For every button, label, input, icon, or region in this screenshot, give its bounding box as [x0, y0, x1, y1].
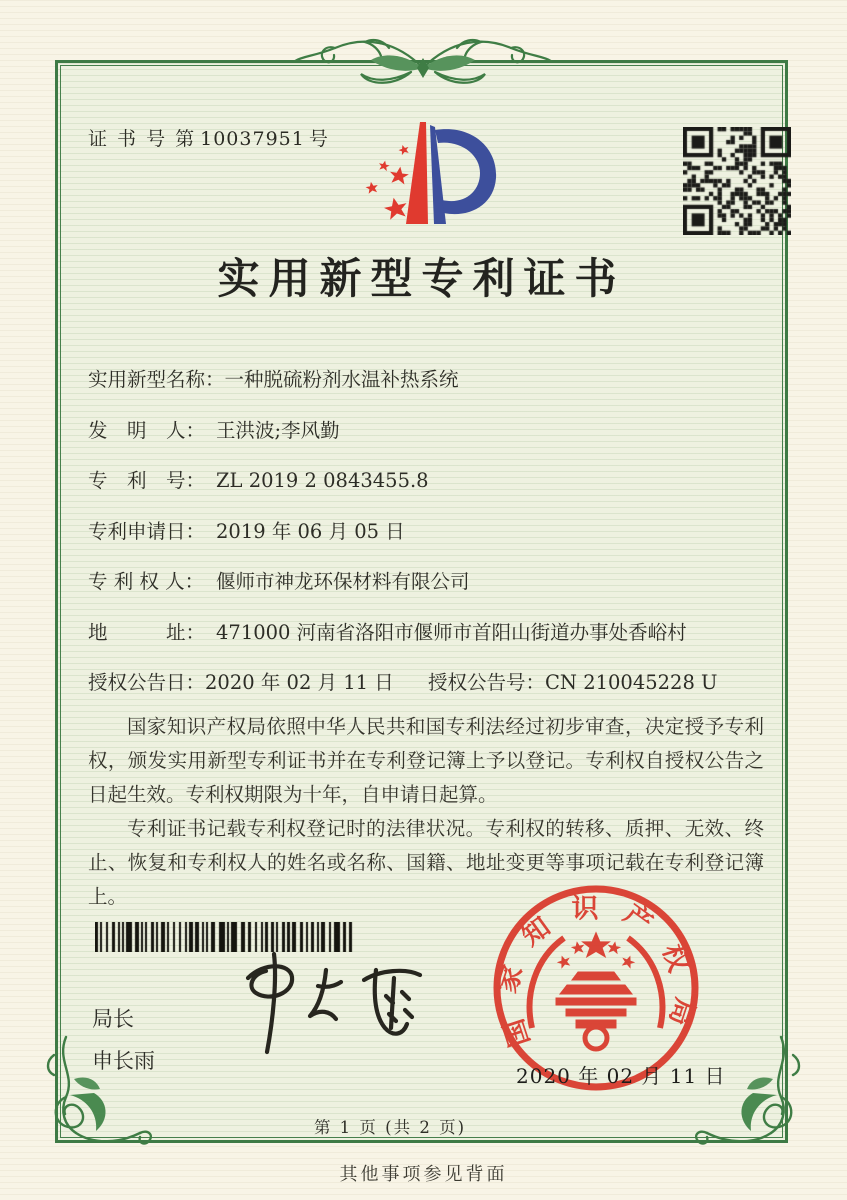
field-row-filing-date — [88, 518, 778, 546]
cnipa-logo-icon — [350, 112, 514, 240]
seal-date: 2020 年 02 月 11 日 — [516, 1064, 726, 1088]
certificate-number-prefix: 证 书 号 第 — [88, 128, 197, 150]
certificate-number — [88, 124, 330, 151]
field-label: 专利申请日： — [88, 519, 206, 543]
field-label: 实用新型名称： — [88, 368, 225, 391]
director-name: 申长雨 — [92, 1049, 155, 1073]
field-value: 471000 河南省洛阳市偃师市首阳山街道办事处香峪村 — [216, 620, 687, 644]
field-row-utility-name — [88, 366, 778, 394]
director-title: 局长 — [92, 1007, 134, 1031]
grant-number-label: 授权公告号： — [428, 671, 546, 694]
field-label: 专 利 权 人： — [88, 570, 205, 593]
grant-date-value: 2020 年 02 月 11 日 — [205, 671, 394, 694]
seal-text: 国家知识产权局 — [491, 893, 701, 1051]
field-row-address — [88, 619, 778, 647]
page-number: 第 1 页 (共 2 页) — [313, 1118, 467, 1137]
bottom-left-corner-ornament-icon — [40, 1035, 155, 1155]
certificate-number-value: 10037951 — [200, 128, 305, 150]
legal-paragraph-1: 国家知识产权局依照中华人民共和国专利法经过初步审查，决定授予专利权，颁发实用新型专利证书并在专利登记簿上予以登记。专利权自授权公告之日起生效。专利权期限为十年，自申请日起算。 — [88, 715, 764, 806]
field-value: 王洪波;李风勤 — [216, 418, 340, 442]
top-ornament-icon — [293, 28, 553, 94]
grant-date-label: 授权公告日： — [88, 671, 206, 694]
field-value: 2019 年 06 月 05 日 — [216, 519, 405, 543]
national-emblem-icon — [530, 933, 663, 1049]
back-side-note: 其他事项参见背面 — [339, 1164, 508, 1185]
field-value: 偃师市神龙环保材料有限公司 — [216, 570, 470, 593]
director-signature-image — [222, 948, 437, 1066]
certificate-fields — [88, 366, 778, 697]
grant-number-value: CN 210045228 U — [545, 671, 718, 694]
certificate-title: 实用新型专利证书 — [217, 254, 626, 303]
bottom-right-corner-ornament-icon — [692, 1035, 807, 1155]
certificate-number-suffix: 号 — [308, 128, 330, 150]
legal-paragraph-2: 专利证书记载专利权登记时的法律状况。专利权的转移、质押、无效、终止、恢复和专利权人的姓名或名称、国籍、地址变更等事项记载在专利登记簿上。 — [88, 817, 764, 908]
field-label: 发 明 人： — [88, 418, 206, 442]
field-label: 专 利 号： — [88, 469, 206, 492]
field-value: ZL 2019 2 0843455.8 — [216, 469, 429, 492]
field-row-grant — [88, 669, 778, 697]
field-row-patent-number — [88, 467, 778, 495]
field-row-patentee — [88, 568, 778, 596]
field-value: 一种脱硫粉剂水温补热系统 — [224, 368, 459, 391]
qr-code-image — [683, 127, 791, 235]
field-label: 地 址： — [88, 620, 206, 644]
field-row-inventor — [88, 417, 778, 445]
